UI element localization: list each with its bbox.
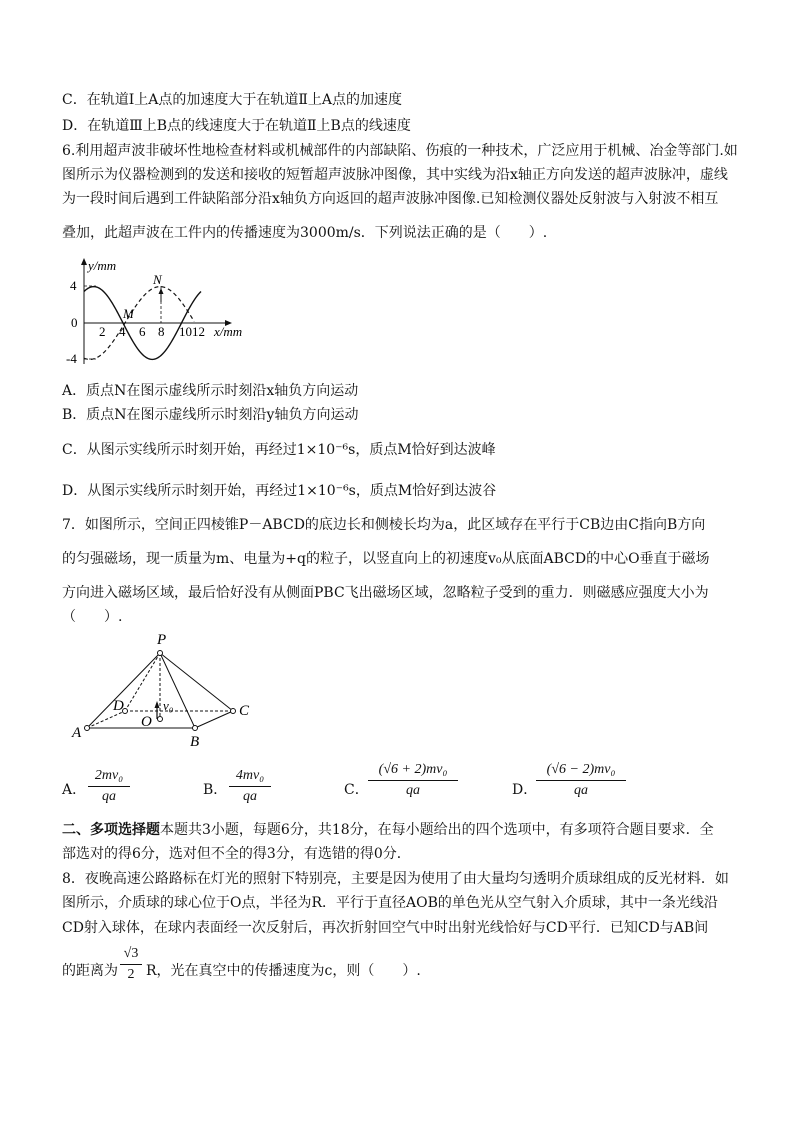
q8-stem-line-2: 图所示，介质球的球心位于O点，半径为R．平行于直径AOB的单色光从空气射入介质球，其中一条光线沿 bbox=[62, 895, 718, 911]
q7-stem-line-2: 的匀强磁场，现一质量为m、电量为+q的粒子，以竖直向上的初速度v₀从底面ABCD的中心O垂直于磁场 bbox=[62, 551, 710, 567]
fraction-bar bbox=[120, 964, 142, 965]
q6-option-c: C．从图示实线所示时刻开始，再经过1×10⁻⁶s，质点M恰好到达波峰 bbox=[62, 442, 496, 458]
q6-option-b: B．质点N在图示虚线所示时刻沿y轴负方向运动 bbox=[62, 407, 359, 423]
vertex-p bbox=[158, 651, 163, 656]
edge-bc bbox=[195, 711, 233, 728]
point-n-label: N bbox=[153, 272, 162, 287]
label-o: O bbox=[141, 714, 152, 730]
q7-option-d-fraction bbox=[536, 762, 626, 799]
q6-wave-graph bbox=[62, 256, 262, 368]
q8-line-4-post: R，光在真空中的传播速度为c，则（ ）. bbox=[146, 963, 421, 979]
label-c: C bbox=[239, 703, 250, 719]
fraction-bar bbox=[88, 786, 130, 787]
section-2-title: 二、多项选择题 bbox=[62, 822, 160, 838]
fraction-numerator: √3 bbox=[123, 946, 139, 961]
q7-option-c-fraction bbox=[368, 762, 458, 799]
fraction-denominator: qa bbox=[102, 789, 116, 804]
fraction-denominator: qa bbox=[574, 783, 588, 798]
vertex-c bbox=[231, 709, 236, 714]
fraction-denominator: qa bbox=[406, 783, 420, 798]
q6-stem-line-2: 图所示为仪器检测到的发送和接收的短暂超声波脉冲图像，其中实线为沿x轴正方向发送的超声波脉冲，虚线 bbox=[62, 167, 728, 183]
q6-stem-line-3: 为一段时间后遇到工件缺陷部分沿x轴负方向返回的超声波脉冲图像.已知检测仪器处反射波与入射波不相互 bbox=[62, 191, 719, 207]
fraction-denominator: 2 bbox=[127, 967, 135, 982]
fraction-denominator: qa bbox=[243, 789, 257, 804]
q7-pyramid-figure bbox=[62, 628, 272, 750]
y-axis-label: y/mm bbox=[88, 258, 117, 273]
q6-stem-line-4: 叠加，此超声波在工件内的传播速度为3000m/s．下列说法正确的是（ ）. bbox=[62, 225, 548, 241]
y-tick-neg4: -4 bbox=[66, 351, 77, 366]
y-tick-4: 4 bbox=[70, 278, 77, 293]
label-v0: v₀ bbox=[163, 698, 174, 713]
q7-stem-line-4: （ ）. bbox=[62, 609, 123, 625]
label-a: A bbox=[72, 725, 82, 741]
fraction-bar bbox=[368, 780, 458, 781]
x-tick-2: 2 bbox=[99, 324, 106, 339]
y-axis-arrow bbox=[81, 258, 87, 265]
q7-option-a-fraction bbox=[88, 768, 130, 805]
q8-stem-line-3: CD射入球体，在球内表面经一次反射后，再次折射回空气中时出射光线恰好与CD平行．已知CD与AB间 bbox=[62, 920, 709, 936]
edge-pd bbox=[125, 653, 160, 711]
vertex-a bbox=[85, 726, 90, 731]
q7-option-b-fraction bbox=[229, 768, 271, 805]
q6-stem-line-1: 6.利用超声波非破坏性地检查材料或机械部件的内部缺陷、伤痕的一种技术，广泛应用于机械、冶金等部门.如 bbox=[62, 143, 738, 159]
x-tick-8: 8 bbox=[158, 324, 165, 339]
q7-option-b-label: B． bbox=[203, 782, 228, 798]
x-axis-label: x/mm bbox=[214, 324, 243, 339]
q6-option-d: D．从图示实线所示时刻开始，再经过1×10⁻⁶s，质点M恰好到达波谷 bbox=[62, 483, 497, 499]
section-2-line-1 bbox=[62, 821, 714, 839]
vertex-b bbox=[193, 726, 198, 731]
q8-stem-line-1: 8．夜晚高速公路路标在灯光的照射下特别亮，主要是因为使用了由大量均匀透明介质球组成的反光材料．如 bbox=[62, 871, 729, 887]
q6-option-a: A．质点N在图示虚线所示时刻沿x轴负方向运动 bbox=[62, 383, 359, 399]
q7-option-d-label: D． bbox=[512, 782, 538, 798]
q8-stem-line-4 bbox=[62, 962, 118, 980]
q7-option-a-label: A． bbox=[62, 782, 87, 798]
q8-line-4-pre: 的距离为 bbox=[62, 963, 118, 979]
x-tick-10-12: 1012 bbox=[179, 324, 205, 339]
q5-option-d: D．在轨道Ⅲ上B点的线速度大于在轨道Ⅱ上B点的线速度 bbox=[62, 118, 411, 134]
edge-pb bbox=[160, 653, 195, 728]
section-2-desc-1: 本题共3小题，每题6分，共18分，在每小题给出的四个选项中，有多项符合题目要求．全 bbox=[160, 822, 714, 838]
label-d: D bbox=[113, 698, 124, 714]
fraction-numerator: (√6 + 2)mv₀ bbox=[378, 762, 448, 777]
q7-stem-line-1: 7．如图所示，空间正四棱锥P－ABCD的底边长和侧棱长均为a，此区域存在平行于CB边由C指向B方向 bbox=[62, 517, 706, 533]
fraction-numerator: 2mv₀ bbox=[94, 768, 124, 783]
section-2-desc-2: 部选对的得6分，选对但不全的得3分，有选错的得0分． bbox=[62, 846, 411, 862]
x-tick-4: 4 bbox=[119, 324, 126, 339]
fraction-bar bbox=[536, 780, 626, 781]
q7-stem-line-3: 方向进入磁场区域，最后恰好没有从侧面PBC飞出磁场区域，忽略粒子受到的重力．则磁感应强度大小为 bbox=[62, 585, 709, 601]
n-arrowhead bbox=[159, 288, 164, 294]
fraction-numerator: (√6 − 2)mv₀ bbox=[546, 762, 616, 777]
q7-option-c-label: C． bbox=[344, 782, 369, 798]
point-m-label: M bbox=[123, 306, 134, 321]
x-tick-6: 6 bbox=[139, 324, 146, 339]
label-b: B bbox=[190, 734, 200, 750]
label-p: P bbox=[157, 632, 167, 648]
v0-arrowhead bbox=[155, 701, 160, 708]
q8-distance-fraction bbox=[120, 946, 142, 983]
fraction-bar bbox=[229, 786, 271, 787]
fraction-numerator: 4mv₀ bbox=[235, 768, 265, 783]
q5-option-c: C．在轨道Ⅰ上A点的加速度大于在轨道Ⅱ上A点的加速度 bbox=[62, 92, 402, 108]
center-o bbox=[158, 717, 163, 722]
y-tick-0: 0 bbox=[71, 315, 78, 330]
